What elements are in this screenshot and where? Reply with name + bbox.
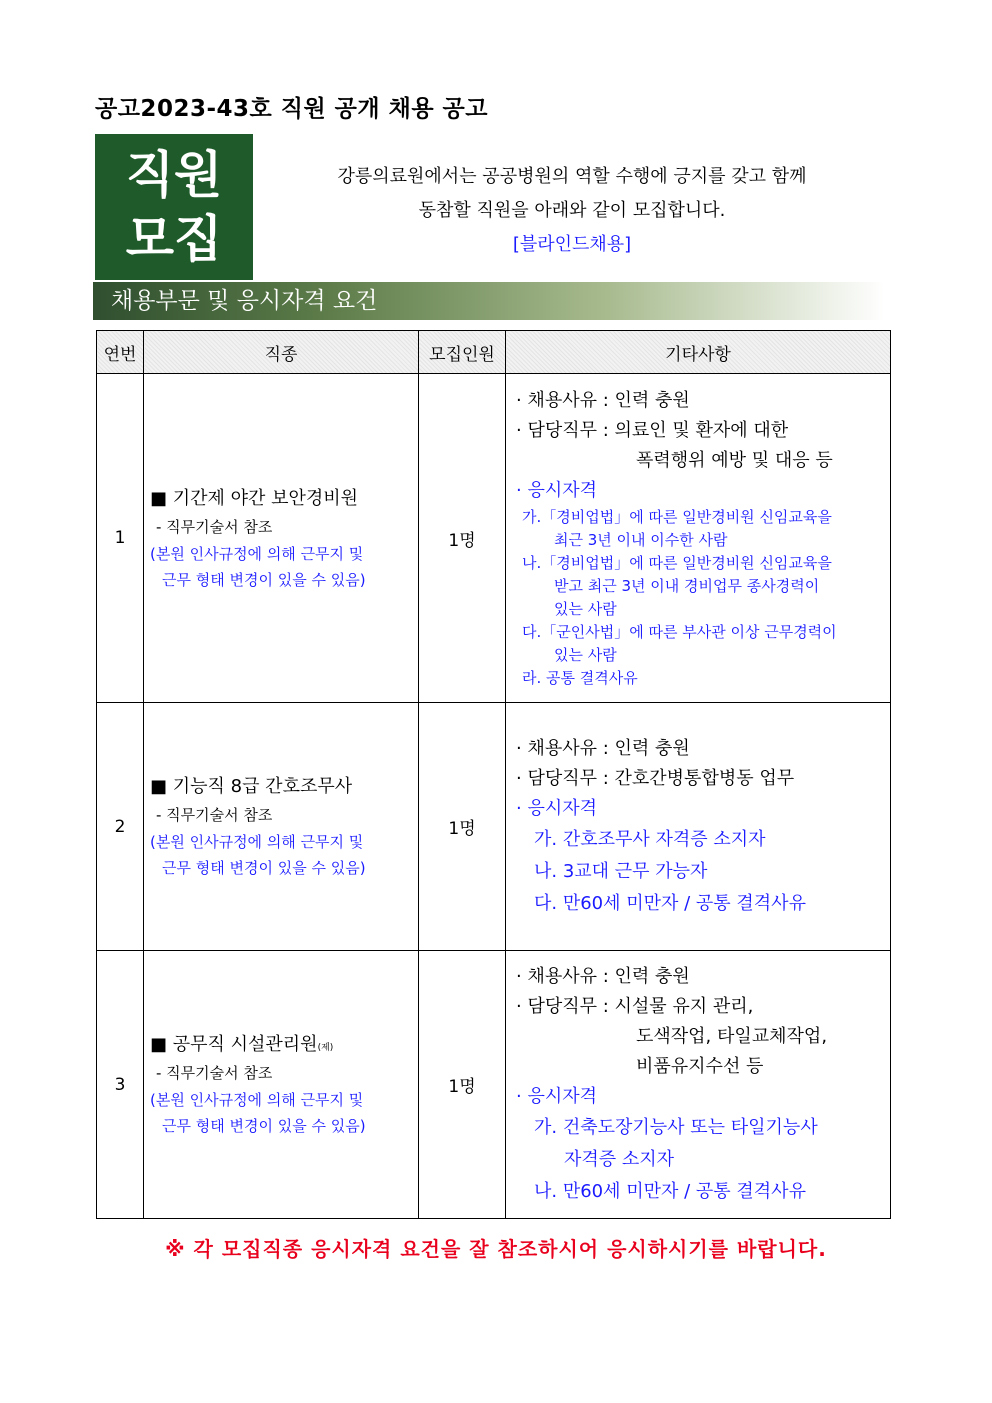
job-title: ■ 기능직 8급 간호조무사 — [150, 776, 353, 797]
job-note-line-1: (본원 인사규정에 의해 근무지 및 — [150, 833, 364, 851]
job-reference: - 직무기술서 참조 — [156, 806, 273, 824]
headcount: 1명 — [419, 951, 506, 1219]
page-title: 공고2023-43호 직원 공개 채용 공고 — [95, 96, 488, 122]
qualification-line: 가. 간호조무사 자격증 소지자 — [534, 828, 766, 850]
job-note-line-2: 근무 형태 변경이 있을 수 있음) — [162, 859, 366, 877]
qualification-line: 가.「경비업법」에 따른 일반경비원 신임교육을 — [522, 508, 832, 526]
row-number: 3 — [97, 951, 144, 1219]
job-title-suffix: (제) — [317, 1043, 334, 1053]
duty-line-1: · 담당직무 : 시설물 유지 관리, — [516, 995, 754, 1017]
qualification-line: 있는 사람 — [554, 646, 617, 664]
hiring-reason: · 채용사유 : 인력 충원 — [516, 965, 690, 987]
job-note-line-1: (본원 인사규정에 의해 근무지 및 — [150, 544, 364, 563]
qualification-line: 나.「경비업법」에 따른 일반경비원 신임교육을 — [522, 554, 832, 572]
table-row — [97, 703, 891, 951]
duty-line-1: · 담당직무 : 간호간병통합병동 업무 — [516, 767, 795, 789]
details-cell — [506, 703, 891, 951]
duty-line-2: 도색작업, 타일교체작업, — [636, 1025, 828, 1047]
job-title: ■ 기간제 야간 보안경비원 — [150, 487, 359, 509]
qualification-line: 나. 3교대 근무 가능자 — [534, 860, 708, 882]
job-note — [150, 541, 417, 593]
job-reference: - 직무기술서 참조 — [156, 1064, 273, 1082]
job-note — [150, 1087, 417, 1139]
header-no: 연번 — [97, 331, 144, 374]
job-reference: - 직무기술서 참조 — [156, 517, 273, 536]
qualification-line: 라. 공통 결격사유 — [522, 669, 638, 687]
headcount: 1명 — [419, 703, 506, 951]
qualification-line: 받고 최근 3년 이내 경비업무 종사경력이 — [554, 577, 820, 595]
qualification-line: 있는 사람 — [554, 600, 617, 618]
qualification-line: 나. 만60세 미만자 / 공통 결격사유 — [534, 1180, 806, 1202]
details-cell — [506, 951, 891, 1219]
logo-line-1: 직원 — [125, 146, 223, 204]
qualification-line: 최근 3년 이내 이수한 사람 — [554, 531, 728, 549]
qualification-heading: · 응시자격 — [516, 1085, 597, 1107]
job-title — [150, 1030, 417, 1056]
qualification-line: 자격증 소지자 — [564, 1148, 675, 1170]
table-header-row — [97, 331, 891, 374]
intro-line-1: 강릉의료원에서는 공공병원의 역할 수행에 긍지를 갖고 함께 — [337, 166, 807, 187]
recruit-logo — [95, 134, 253, 280]
job-title-text: ■ 공무직 시설관리원 — [150, 1034, 318, 1055]
jobs-table — [96, 330, 891, 1219]
row-number: 1 — [97, 374, 144, 703]
job-note-line-1: (본원 인사규정에 의해 근무지 및 — [150, 1091, 364, 1109]
row-number: 2 — [97, 703, 144, 951]
qualification-line: 다.「군인사법」에 따른 부사관 이상 근무경력이 — [522, 623, 837, 641]
qualification-heading: · 응시자격 — [516, 797, 597, 819]
header-job: 직종 — [144, 331, 419, 374]
table-row — [97, 374, 891, 703]
job-cell — [144, 703, 419, 951]
intro-line-2: 동참할 직원을 아래와 같이 모집합니다. — [418, 200, 726, 221]
qualification-heading: · 응시자격 — [516, 480, 597, 501]
job-note — [150, 829, 417, 881]
duty-line-2: 폭력행위 예방 및 대응 등 — [636, 450, 833, 471]
job-note-line-2: 근무 형태 변경이 있을 수 있음) — [162, 1117, 366, 1135]
duty-line-3: 비품유지수선 등 — [636, 1055, 764, 1077]
logo-line-2: 모집 — [125, 210, 223, 268]
table-row — [97, 951, 891, 1219]
section-banner: 채용부문 및 응시자격 요건 — [93, 282, 885, 320]
intro-text — [262, 160, 882, 262]
details-cell — [506, 374, 891, 703]
job-note-line-2: 근무 형태 변경이 있을 수 있음) — [162, 570, 366, 589]
hiring-reason: · 채용사유 : 인력 충원 — [516, 737, 690, 759]
hiring-reason: · 채용사유 : 인력 충원 — [516, 390, 690, 411]
job-cell — [144, 374, 419, 703]
qualification-line: 다. 만60세 미만자 / 공통 결격사유 — [534, 892, 806, 914]
duty-line-1: · 담당직무 : 의료인 및 환자에 대한 — [516, 420, 789, 441]
headcount: 1명 — [419, 374, 506, 703]
qualification-line: 가. 건축도장기능사 또는 타일기능사 — [534, 1116, 818, 1138]
job-cell — [144, 951, 419, 1219]
footer-notice: ※ 각 모집직종 응시자격 요건을 잘 참조하시어 응시하시기를 바랍니다. — [165, 1237, 827, 1261]
blind-recruitment-label: [블라인드채용] — [512, 234, 632, 255]
header-count: 모집인원 — [419, 331, 506, 374]
header-etc: 기타사항 — [506, 331, 891, 374]
